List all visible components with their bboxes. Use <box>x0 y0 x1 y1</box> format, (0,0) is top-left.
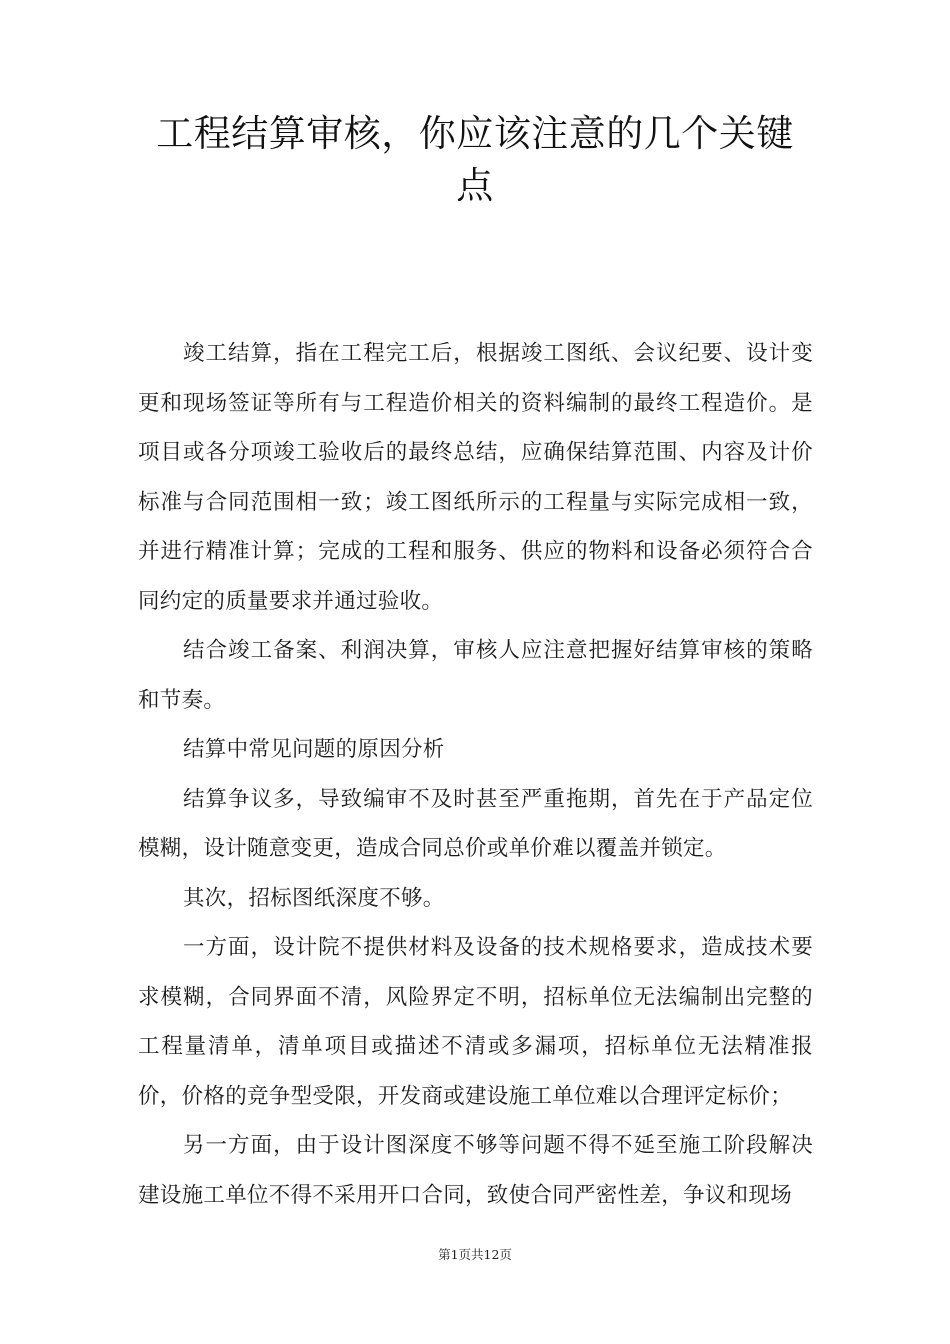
paragraph: 竣工结算，指在工程完工后，根据竣工图纸、会议纪要、设计变更和现场签证等所有与工程造价相关的资料编制的最终工程造价。是项目或各分项竣工验收后的最终总结，应确保结算范围、内容及计价标准与合同范围相一致；竣工图纸所示的工程量与实际完成相一致，并进行精准计算；完成的工程和服务、供应的物料和设备必须符合合同约定的质量要求并通过验收。 <box>138 341 813 614</box>
paragraph: 结合竣工备案、利润决算，审核人应注意把握好结算审核的策略和节奏。 <box>138 638 813 713</box>
document-title: 工程结算审核，你应该注意的几个关键点 <box>156 112 794 207</box>
section-heading: 结算中常见问题的原因分析 <box>183 737 445 762</box>
document-body <box>138 329 813 1220</box>
paragraph: 另一方面，由于设计图深度不够等问题不得不延至施工阶段解决建设施工单位不得不采用开口合同，致使合同严密性差，争议和现场 <box>138 1133 813 1208</box>
page-number-footer: 第1页共12页 <box>438 1247 512 1262</box>
paragraph: 结算争议多，导致编审不及时甚至严重拖期，首先在于产品定位模糊，设计随意变更，造成合同总价或单价难以覆盖并锁定。 <box>138 786 813 861</box>
paragraph: 一方面，设计院不提供材料及设备的技术规格要求，造成技术要求模糊，合同界面不清，风险界定不明，招标单位无法编制出完整的工程量清单，清单项目或描述不清或多漏项，招标单位无法精准报价，价格的竞争型受限，开发商或建设施工单位难以合理评定标价； <box>138 935 813 1109</box>
paragraph: 其次，招标图纸深度不够。 <box>183 885 445 911</box>
